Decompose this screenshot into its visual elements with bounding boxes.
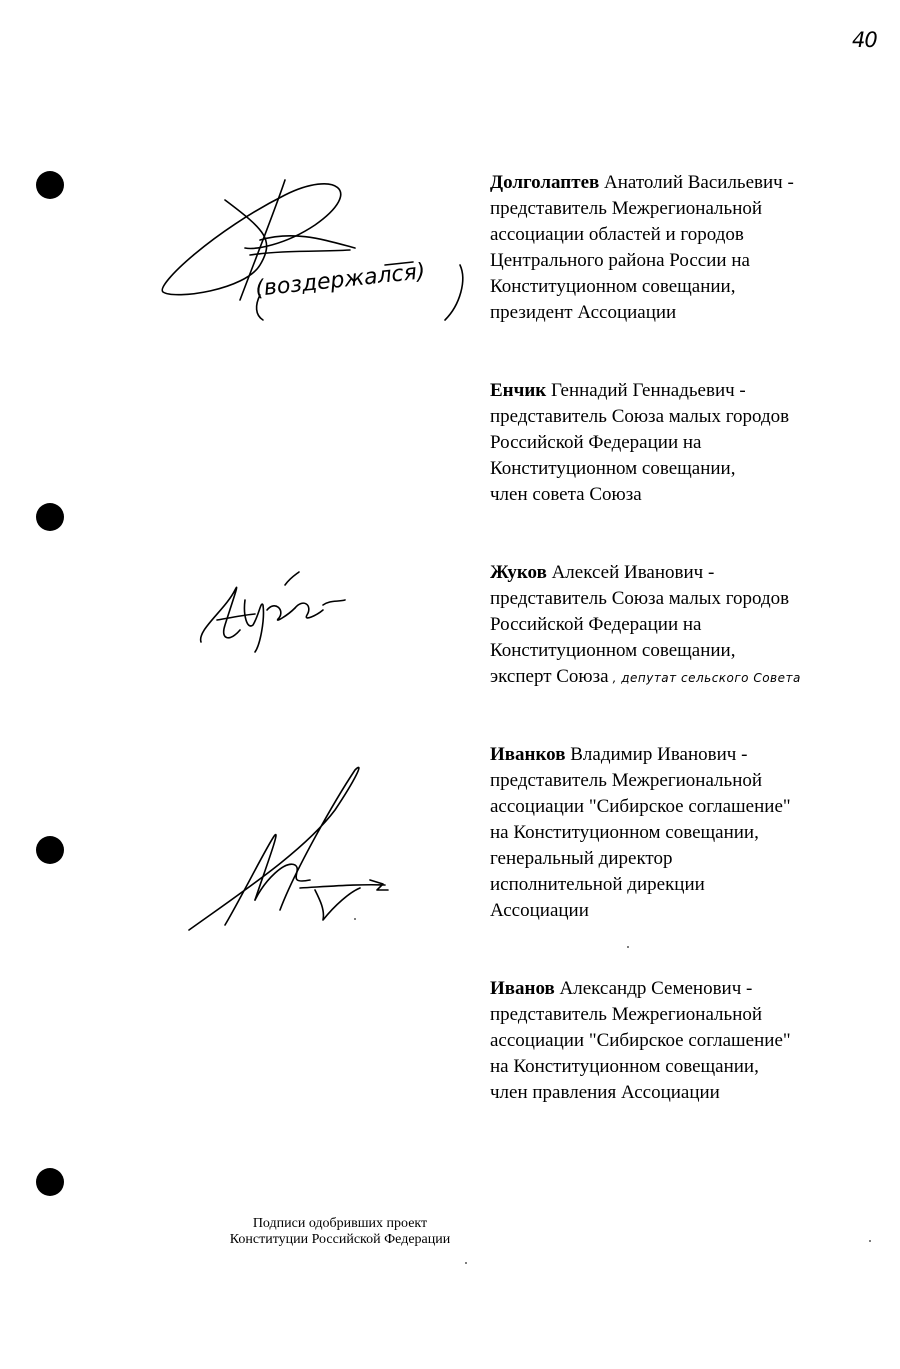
entry-name: Алексей Иванович - [546, 562, 715, 583]
entry-line: генеральный директор [490, 848, 673, 869]
entry-line: исполнительной дирекции [490, 874, 705, 895]
entry-line: президент Ассоциации [490, 302, 677, 323]
entry-line: представитель Союза малых городов [490, 406, 790, 427]
entry-surname: Долголаптев [490, 172, 600, 193]
entry-line: на Конституционном совещании, [490, 822, 759, 843]
scan-speck [627, 946, 629, 948]
entry-header [490, 976, 890, 1002]
entry-name: Геннадий Геннадьевич - [546, 380, 746, 401]
entry-name: Владимир Иванович - [565, 744, 748, 765]
entry-line: представитель Межрегиональной [490, 198, 763, 219]
entry-name: Анатолий Васильевич - [599, 172, 794, 193]
entry-surname: Иванков [490, 744, 566, 765]
scan-speck [354, 918, 356, 920]
entry-line: представитель Межрегиональной [490, 770, 763, 791]
entry-enchik [490, 378, 890, 508]
entry-line: член совета Союза [490, 484, 642, 505]
entry-line: Конституционном совещании, [490, 640, 736, 661]
scan-speck [465, 1262, 467, 1264]
entry-header [490, 742, 890, 768]
entry-surname: Енчик [490, 380, 547, 401]
signature-ivankov [185, 760, 445, 935]
entry-surname: Иванов [490, 978, 555, 999]
punch-hole-1 [36, 171, 64, 199]
entry-header [490, 560, 890, 586]
signature-zhukov [195, 570, 355, 655]
handwritten-note: , депутат сельского Совета [612, 671, 801, 685]
entry-header [490, 378, 890, 404]
entry-line: ассоциации областей и городов [490, 224, 744, 245]
entry-line: ассоциации "Сибирское соглашение" [490, 1030, 791, 1051]
entry-last-line [490, 664, 890, 691]
entry-line: представитель Межрегиональной [490, 1004, 763, 1025]
entry-line: ассоциации "Сибирское соглашение" [490, 796, 791, 817]
entry-dolgolaptev [490, 170, 890, 326]
punch-hole-4 [36, 1168, 64, 1196]
entry-zhukov [490, 560, 890, 691]
punch-hole-3 [36, 836, 64, 864]
entry-line: член правления Ассоциации [490, 1082, 720, 1103]
entry-line: Российской Федерации на [490, 614, 702, 635]
entry-ivankov [490, 742, 890, 924]
entry-line: Конституционном совещании, [490, 458, 736, 479]
entry-line: эксперт Союза [490, 666, 609, 687]
entry-line: на Конституционном совещании, [490, 1056, 759, 1077]
scan-speck [869, 1240, 871, 1242]
entry-line: Ассоциации [490, 900, 589, 921]
entry-line: Центрального района России на [490, 250, 750, 271]
entry-line: Российской Федерации на [490, 432, 702, 453]
signature-dolgolaptev [155, 170, 475, 340]
entry-ivanov [490, 976, 890, 1106]
entry-line: представитель Союза малых городов [490, 588, 790, 609]
footer-caption [180, 1216, 500, 1248]
dolgolaptev-handwritten-remark: (воздержался) [254, 259, 427, 302]
footer-line-1: Подписи одобривших проект [252, 1216, 428, 1231]
entry-header [490, 170, 890, 196]
entry-surname: Жуков [490, 562, 547, 583]
punch-hole-2 [36, 503, 64, 531]
entry-line: Конституционном совещании, [490, 276, 736, 297]
page-number: 40 [852, 28, 877, 52]
footer-line-2: Конституции Российской Федерации [229, 1232, 451, 1247]
entry-name: Александр Семенович - [554, 978, 753, 999]
